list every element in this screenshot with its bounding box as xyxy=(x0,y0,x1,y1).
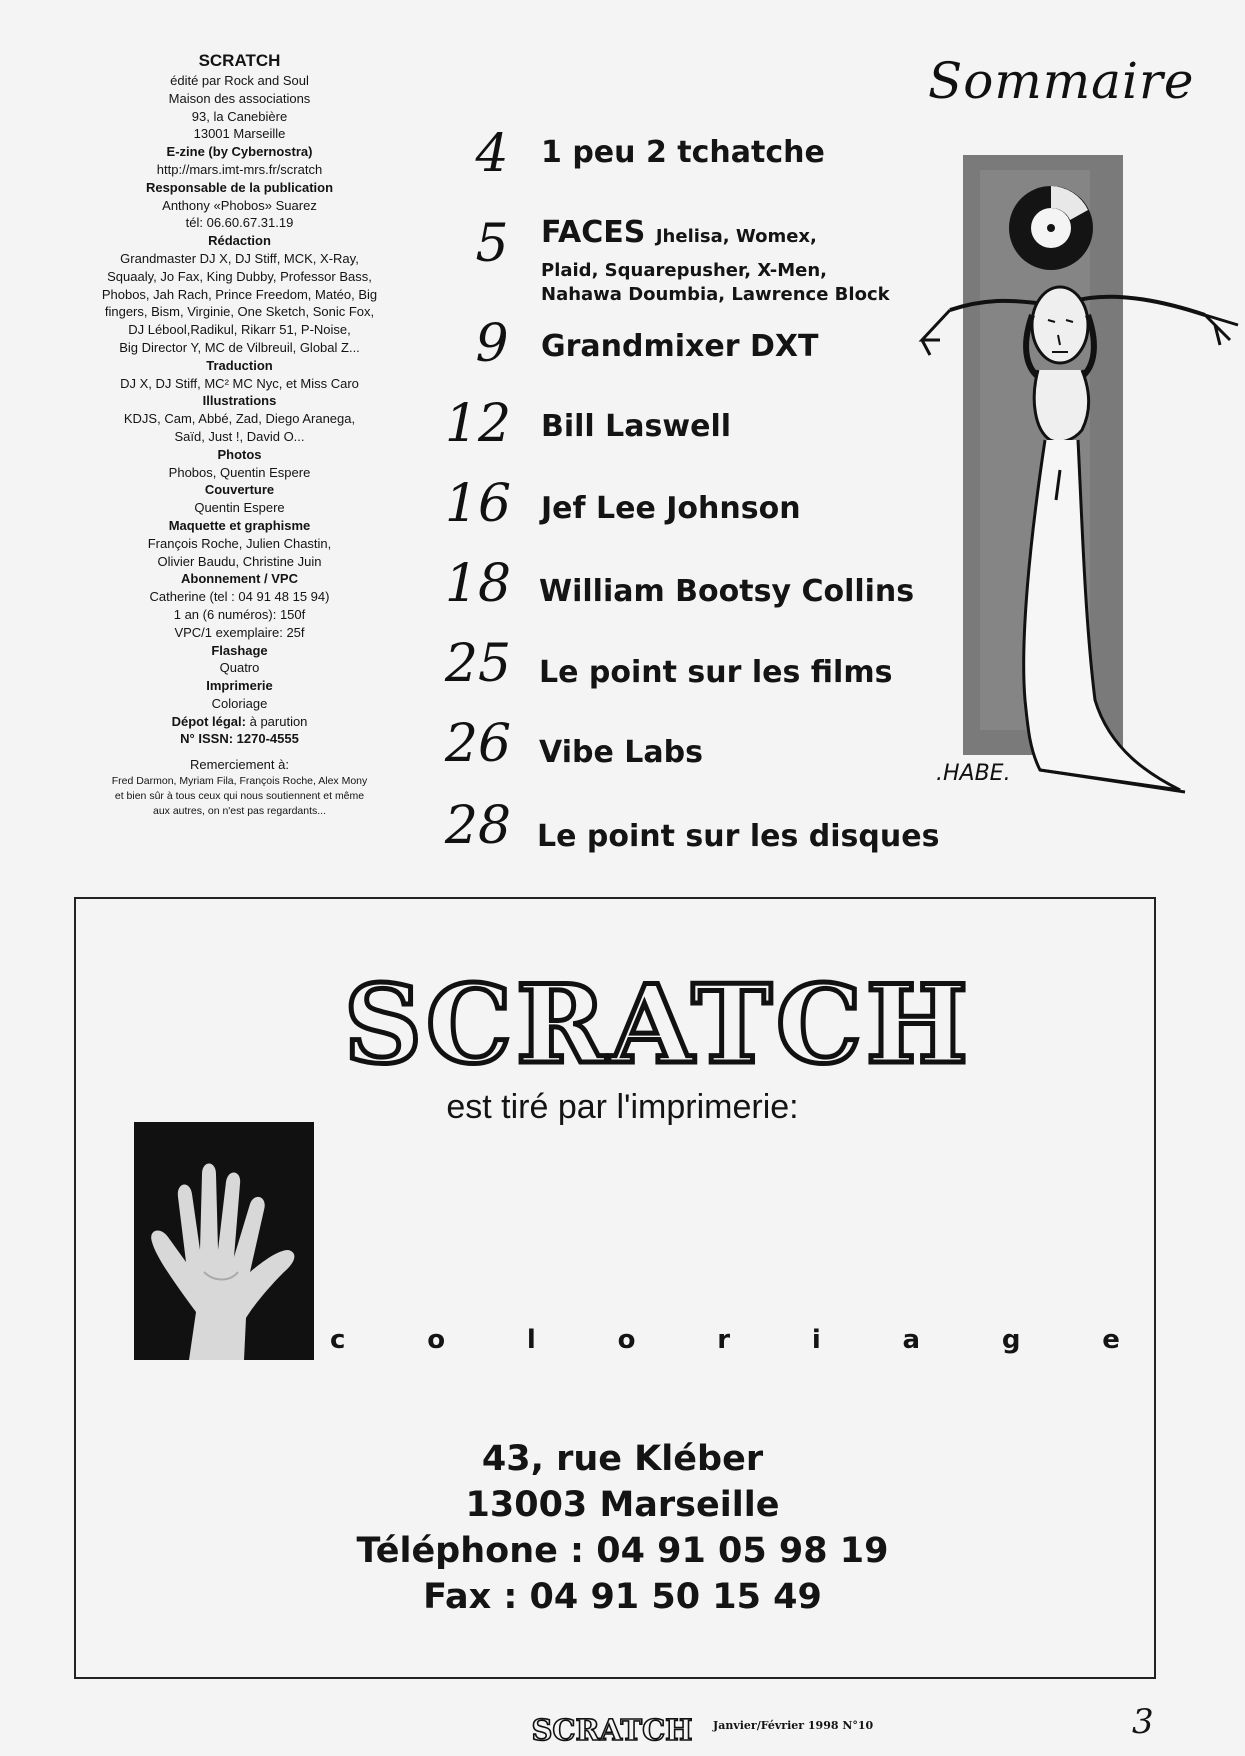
illustrations-line: KDJS, Cam, Abbé, Zad, Diego Aranega, xyxy=(123,411,356,427)
coloriage-wordmark xyxy=(330,1325,1120,1355)
toc-entry-title[interactable]: Le point sur les disques xyxy=(537,819,940,854)
coloriage-letter: i xyxy=(811,1325,821,1355)
abonnement-line: VPC/1 exemplaire: 25f xyxy=(174,624,305,640)
abonnement-line: 1 an (6 numéros): 150f xyxy=(173,606,306,622)
address-line: 13001 Marseille xyxy=(193,126,286,142)
toc-page-number: 26 xyxy=(444,714,512,774)
illustrations-heading: Illustrations xyxy=(202,393,277,409)
traduction-heading: Traduction xyxy=(206,357,273,373)
abonnement-heading: Abonnement / VPC xyxy=(180,571,298,587)
maquette-line: Olivier Baudu, Christine Juin xyxy=(157,553,322,569)
toc-entry-title[interactable]: Vibe Labs xyxy=(539,735,703,770)
toc-entry-title[interactable]: William Bootsy Collins xyxy=(539,574,915,609)
coloriage-letter: o xyxy=(617,1325,636,1355)
toc-page-number: 12 xyxy=(444,394,512,454)
toc-page-number: 25 xyxy=(444,634,512,694)
issn: N° ISSN: 1270-4555 xyxy=(180,731,299,747)
toc-page-number: 4 xyxy=(475,124,509,184)
masthead-credits xyxy=(72,50,407,819)
footer-scratch-logo xyxy=(531,1710,693,1747)
toc-entry-title[interactable]: Le point sur les films xyxy=(539,655,893,690)
publisher: édité par Rock and Soul xyxy=(170,73,309,88)
redaction-line: Grandmaster DJ X, DJ Stiff, MCK, X-Ray, xyxy=(120,250,359,266)
imprimerie-name: Coloriage xyxy=(211,695,268,711)
photos-names: Phobos, Quentin Espere xyxy=(168,464,311,480)
woman-record-illustration xyxy=(860,140,1240,820)
illustrations-line: Saïd, Just !, David O... xyxy=(174,428,305,444)
redaction-line: fingers, Bism, Virginie, One Sketch, Sonic Fox, xyxy=(104,304,375,320)
sommaire-title: Sommaire xyxy=(928,52,1195,110)
illustration-signature: .HABE. xyxy=(936,761,1011,786)
phone: tél: 06.60.67.31.19 xyxy=(185,215,294,231)
coloriage-letter: a xyxy=(902,1325,921,1355)
toc-entry-title[interactable]: Jef Lee Johnson xyxy=(541,491,801,526)
address-line: 93, la Canebière xyxy=(191,108,288,124)
toc-page-number: 9 xyxy=(475,314,509,374)
toc-page-number: 5 xyxy=(475,214,509,274)
redaction-line: Phobos, Jah Rach, Prince Freedom, Matéo, Big xyxy=(101,286,378,302)
faces-title: FACES xyxy=(541,215,646,250)
issue-date: Janvier/Février 1998 N°10 xyxy=(713,1719,874,1732)
couverture-name: Quentin Espere xyxy=(194,500,285,516)
coloriage-letter: r xyxy=(717,1325,731,1355)
coloriage-letter: l xyxy=(526,1325,536,1355)
traduction-names: DJ X, DJ Stiff, MC² MC Nyc, et Miss Caro xyxy=(120,375,359,391)
printer-fax: Fax : 04 91 50 15 49 xyxy=(423,1577,822,1617)
coloriage-letter: o xyxy=(427,1325,446,1355)
thanks-line: aux autres, on n'est pas regardants... xyxy=(152,805,327,818)
page-number: 3 xyxy=(1132,1702,1154,1742)
thanks-heading: Remerciement à: xyxy=(190,757,289,773)
toc-entry-title[interactable] xyxy=(541,216,817,254)
depot-value: à parution xyxy=(245,713,308,729)
toc-entry-title[interactable]: Bill Laswell xyxy=(541,409,732,444)
website-url: http://mars.imt-mrs.fr/scratch xyxy=(156,161,323,177)
faces-subtitle: Jhelisa, Womex, xyxy=(655,226,817,247)
printer-city: 13003 Marseille xyxy=(465,1485,780,1525)
faces-subtitle: Nahawa Doumbia, Lawrence Block xyxy=(541,284,890,305)
masthead-title: SCRATCH xyxy=(198,51,281,70)
flashage-heading: Flashage xyxy=(211,642,268,658)
redaction-line: DJ Lébool,Radikul, Rikarr 51, P-Noise, xyxy=(128,322,351,338)
coloriage-letter: g xyxy=(1001,1325,1021,1355)
maquette-heading: Maquette et graphisme xyxy=(168,517,311,533)
abonnement-line: Catherine (tel : 04 91 48 15 94) xyxy=(149,589,330,605)
flashage-name: Quatro xyxy=(219,660,260,676)
footer-logo-text: SCRATCH xyxy=(531,1713,693,1747)
redaction-line: Squaaly, Jo Fax, King Dubby, Professor Bass, xyxy=(107,268,372,284)
redaction-line: Big Director Y, MC de Vilbreuil, Global Z... xyxy=(119,339,360,355)
coloriage-letter: e xyxy=(1102,1325,1120,1355)
redaction-heading: Rédaction xyxy=(208,233,271,249)
ezine-heading: E-zine (by Cybernostra) xyxy=(166,144,313,160)
thanks-line: Fred Darmon, Myriam Fila, François Roche, Alex Mony xyxy=(111,775,368,788)
printer-street: 43, rue Kléber xyxy=(481,1439,764,1479)
scratch-logo-text: SCRATCH xyxy=(344,962,972,1088)
coloriage-letter: c xyxy=(330,1325,346,1355)
toc-page-number: 16 xyxy=(444,474,512,534)
faces-subtitle: Plaid, Squarepusher, X-Men, xyxy=(541,260,827,281)
vinyl-record-icon xyxy=(1009,186,1093,270)
toc-page-number: 18 xyxy=(444,554,512,614)
responsable-heading: Responsable de la publication xyxy=(145,179,334,195)
couverture-heading: Couverture xyxy=(204,482,275,498)
printer-phone: Téléphone : 04 91 05 98 19 xyxy=(356,1531,889,1571)
address-line: Maison des associations xyxy=(168,90,311,106)
photos-heading: Photos xyxy=(217,446,262,462)
toc-entry-title[interactable]: 1 peu 2 tchatche xyxy=(541,135,825,170)
toc-page-number: 28 xyxy=(444,796,512,856)
toc-entry-title[interactable]: Grandmixer DXT xyxy=(541,329,819,364)
hand-photo xyxy=(134,1122,314,1360)
depot-heading: Dépot légal: xyxy=(171,713,246,729)
depot-legal xyxy=(72,713,407,731)
maquette-line: François Roche, Julien Chastin, xyxy=(147,535,332,551)
responsable-name: Anthony «Phobos» Suarez xyxy=(162,197,317,213)
printed-by-text: est tiré par l'imprimerie: xyxy=(446,1088,799,1126)
thanks-line: et bien sûr à tous ceux qui nous soutiennent et même xyxy=(114,790,365,803)
scratch-logo xyxy=(344,962,972,1088)
imprimerie-heading: Imprimerie xyxy=(206,678,273,694)
